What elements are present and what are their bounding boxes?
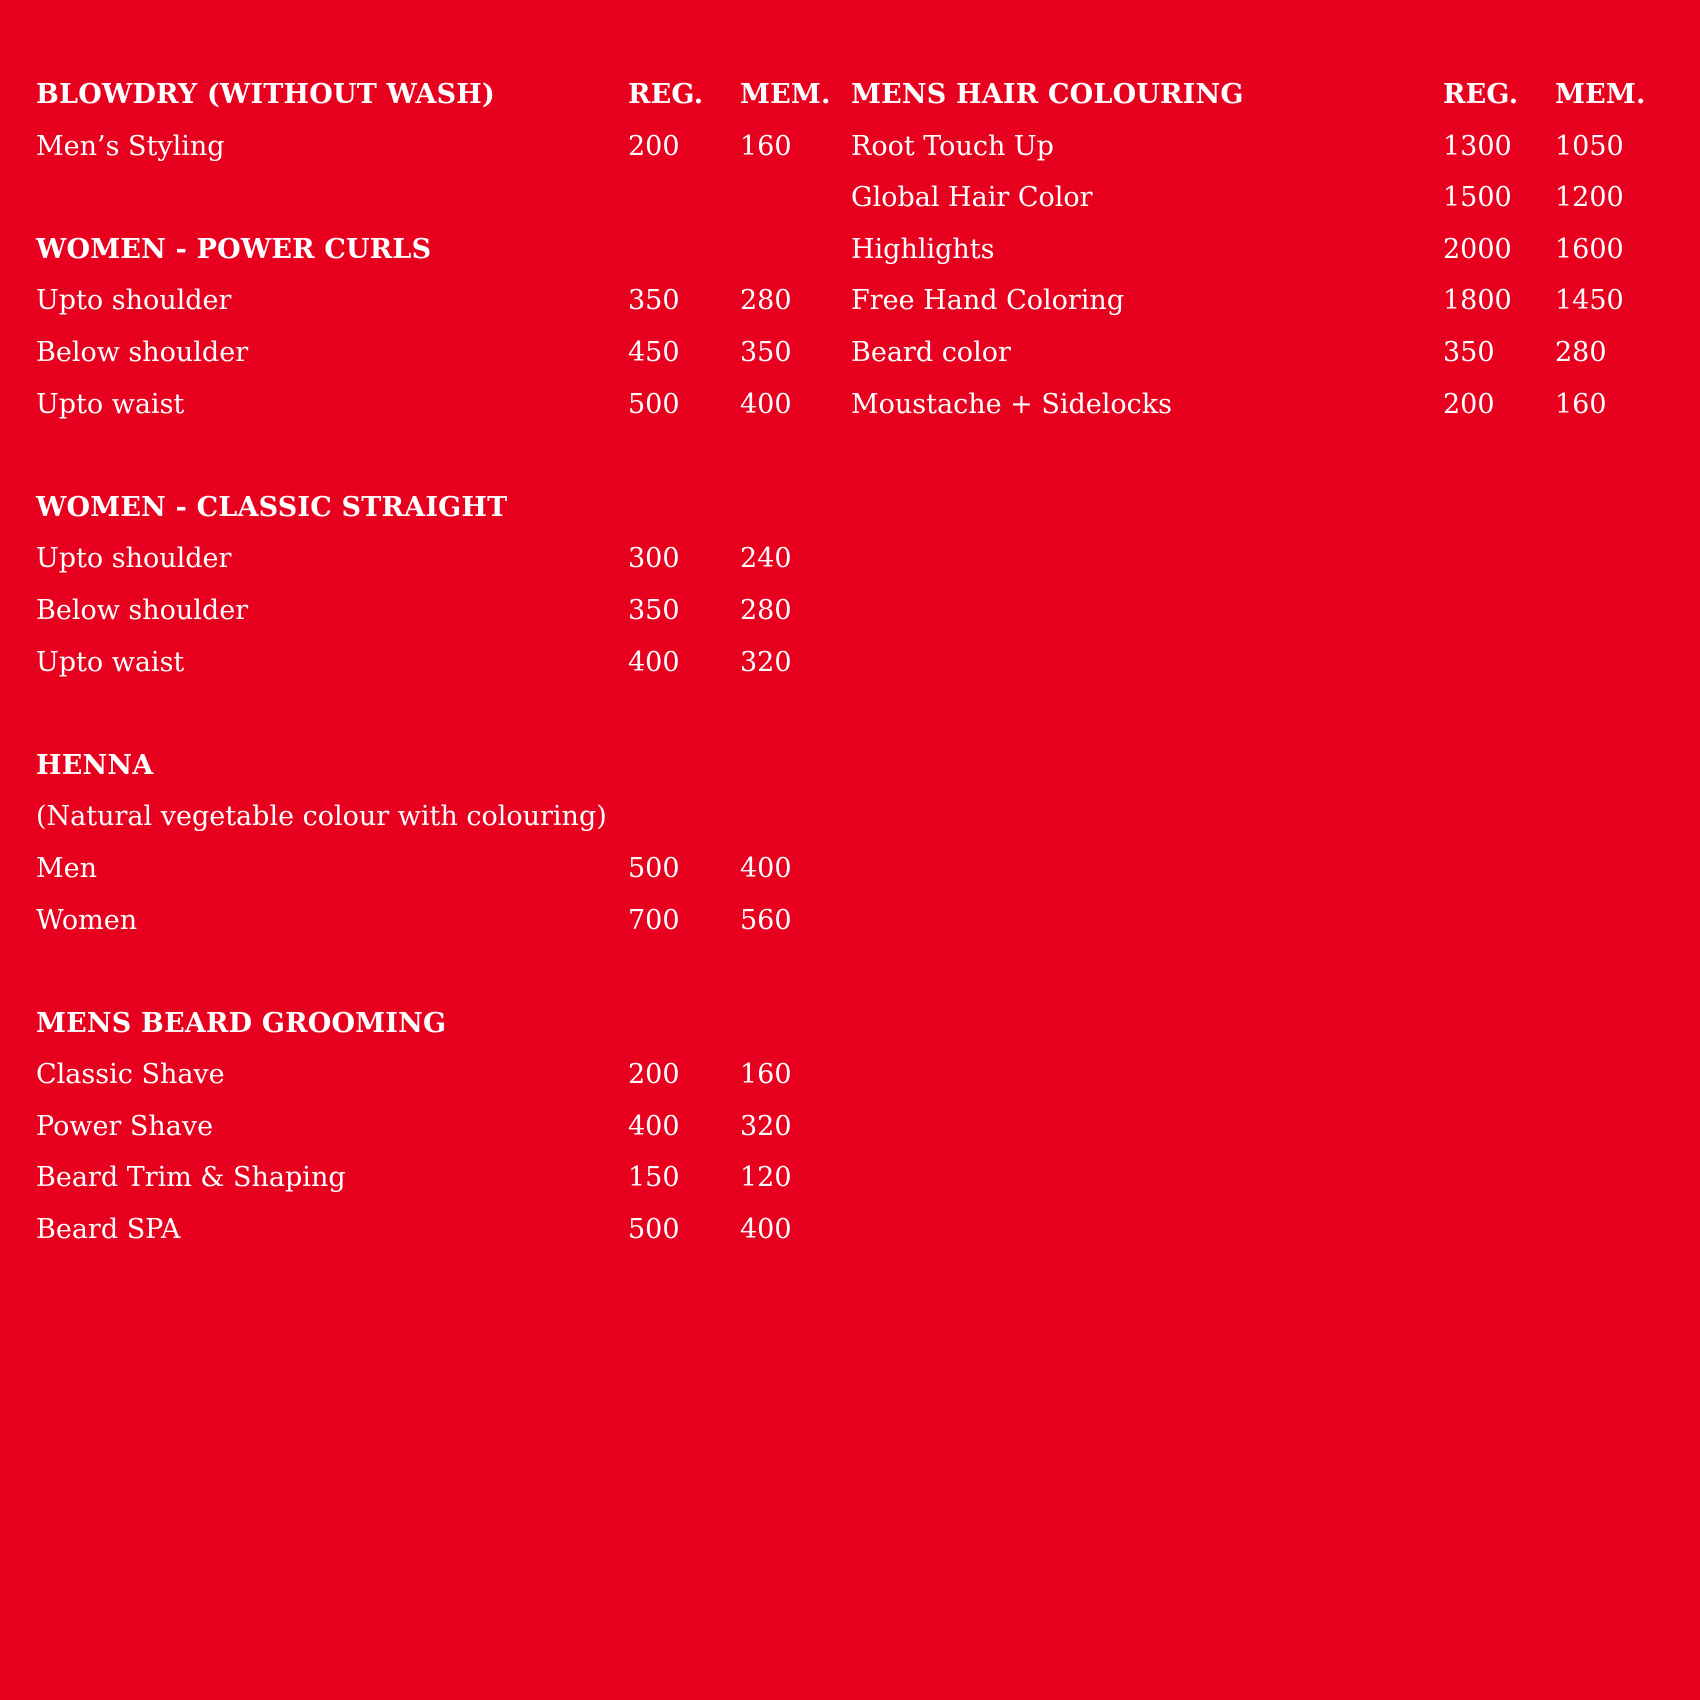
service-name: Men [36, 852, 98, 884]
service-name: Upto waist [36, 388, 185, 420]
reg-price: 700 [628, 904, 680, 936]
section-header-beard-grooming [36, 998, 836, 1050]
price-row [36, 895, 836, 947]
mem-price: 280 [740, 285, 792, 317]
price-row [36, 1204, 836, 1256]
service-name: Global Hair Color [851, 182, 1093, 214]
mem-price: 1600 [1555, 233, 1624, 265]
service-name: Upto shoulder [36, 543, 232, 575]
price-row [36, 275, 836, 327]
mem-price: 240 [740, 543, 792, 575]
reg-price: 1300 [1443, 130, 1512, 162]
service-name: Root Touch Up [851, 130, 1054, 162]
section-header-henna [36, 740, 836, 792]
section-title: WOMEN - POWER CURLS [36, 233, 432, 265]
reg-price: 1500 [1443, 182, 1512, 214]
price-row [851, 121, 1651, 173]
reg-price: 1800 [1443, 285, 1512, 317]
section-spacer [36, 946, 836, 998]
left-price-column [36, 69, 836, 1256]
service-name: Men’s Styling [36, 130, 225, 162]
service-name: Beard Trim & Shaping [36, 1162, 346, 1194]
mem-price: 1450 [1555, 285, 1624, 317]
reg-price: 450 [628, 336, 680, 368]
price-row [851, 275, 1651, 327]
reg-price: 500 [628, 388, 680, 420]
reg-price: 150 [628, 1162, 680, 1194]
mem-column-label: MEM. [740, 79, 831, 110]
section-header-power-curls [36, 224, 836, 276]
mem-price: 160 [740, 130, 792, 162]
section-title: WOMEN - CLASSIC STRAIGHT [36, 491, 508, 523]
mem-price: 320 [740, 1110, 792, 1142]
mem-price: 1200 [1555, 182, 1624, 214]
price-row [36, 121, 836, 173]
mem-price: 320 [740, 646, 792, 678]
price-row [851, 327, 1651, 379]
section-title: MENS HAIR COLOURING [851, 79, 1244, 110]
section-subtitle-row [36, 791, 836, 843]
section-header-classic-straight [36, 482, 836, 534]
mem-price: 400 [740, 852, 792, 884]
service-name: Upto shoulder [36, 285, 232, 317]
price-row [851, 172, 1651, 224]
reg-price: 500 [628, 1214, 680, 1246]
service-name: Women [36, 904, 138, 936]
reg-price: 400 [628, 646, 680, 678]
reg-price: 350 [1443, 336, 1495, 368]
service-name: Free Hand Coloring [851, 285, 1125, 317]
mem-price: 400 [740, 1214, 792, 1246]
mem-price: 400 [740, 388, 792, 420]
service-name: Below shoulder [36, 336, 249, 368]
mem-price: 280 [740, 594, 792, 626]
service-name: Upto waist [36, 646, 185, 678]
service-name: Power Shave [36, 1110, 214, 1142]
reg-price: 200 [628, 1059, 680, 1091]
section-title: BLOWDRY (WITHOUT WASH) [36, 79, 495, 110]
price-row [36, 327, 836, 379]
mem-price: 560 [740, 904, 792, 936]
reg-column-label: REG. [1443, 79, 1519, 110]
mem-price: 160 [1555, 388, 1607, 420]
price-row [36, 843, 836, 895]
section-title: HENNA [36, 749, 154, 781]
mem-price: 160 [740, 1059, 792, 1091]
section-spacer [36, 172, 836, 224]
section-spacer [36, 688, 836, 740]
reg-price: 400 [628, 1110, 680, 1142]
price-row [36, 533, 836, 585]
mem-price: 350 [740, 336, 792, 368]
service-name: Classic Shave [36, 1059, 225, 1091]
mem-price: 280 [1555, 336, 1607, 368]
service-name: Beard color [851, 336, 1011, 368]
price-row [851, 379, 1651, 431]
mem-column-label: MEM. [1555, 79, 1646, 110]
service-name: Moustache + Sidelocks [851, 388, 1172, 420]
service-name: Beard SPA [36, 1214, 181, 1246]
service-name: Below shoulder [36, 594, 249, 626]
section-subtitle: (Natural vegetable colour with colouring) [36, 801, 607, 833]
mem-price: 120 [740, 1162, 792, 1194]
reg-price: 350 [628, 285, 680, 317]
section-header-blowdry [36, 69, 836, 121]
section-header-hair-colouring [851, 69, 1651, 121]
price-row [36, 1049, 836, 1101]
mem-price: 1050 [1555, 130, 1624, 162]
price-row [851, 224, 1651, 276]
reg-price: 500 [628, 852, 680, 884]
right-price-column [851, 69, 1651, 430]
reg-price: 300 [628, 543, 680, 575]
price-row [36, 379, 836, 431]
reg-column-label: REG. [628, 79, 704, 110]
price-row [36, 1101, 836, 1153]
price-row [36, 637, 836, 689]
reg-price: 200 [1443, 388, 1495, 420]
price-row [36, 1152, 836, 1204]
section-title: MENS BEARD GROOMING [36, 1007, 447, 1039]
section-spacer [36, 430, 836, 482]
reg-price: 200 [628, 130, 680, 162]
reg-price: 350 [628, 594, 680, 626]
price-row [36, 585, 836, 637]
service-name: Highlights [851, 233, 995, 265]
reg-price: 2000 [1443, 233, 1512, 265]
